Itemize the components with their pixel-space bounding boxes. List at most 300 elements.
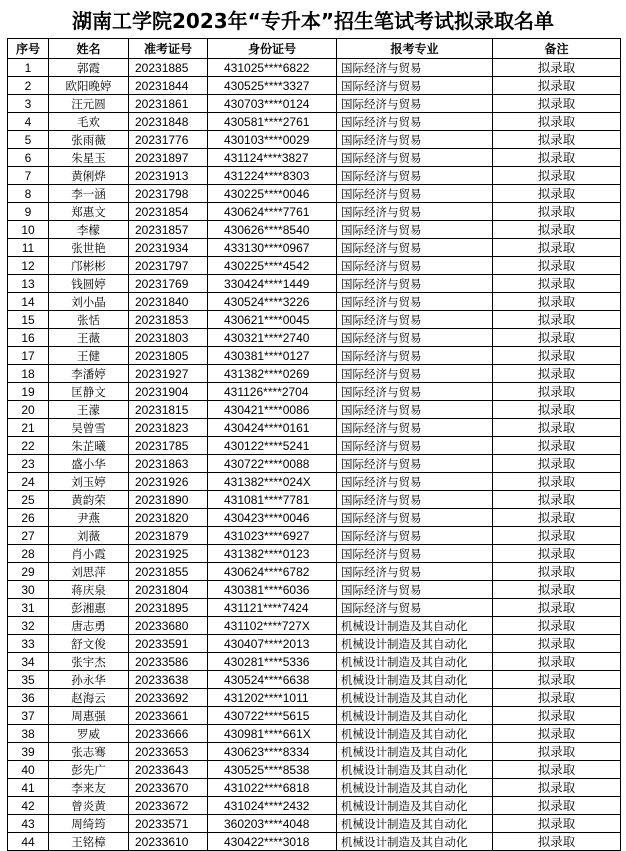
- row-index: 10: [8, 221, 49, 239]
- major: 国际经济与贸易: [337, 527, 493, 545]
- admission-note: 拟录取: [493, 275, 621, 293]
- table-row: [8, 131, 621, 149]
- exam-number: 20231804: [129, 581, 208, 599]
- exam-number: 20231805: [129, 347, 208, 365]
- admission-note: 拟录取: [493, 401, 621, 419]
- row-index: 7: [8, 167, 49, 185]
- admission-note: 拟录取: [493, 563, 621, 581]
- row-index: 26: [8, 509, 49, 527]
- major: 国际经济与贸易: [337, 491, 493, 509]
- major: 国际经济与贸易: [337, 113, 493, 131]
- major: 机械设计制造及其自动化: [337, 617, 493, 635]
- admission-note: 拟录取: [493, 653, 621, 671]
- row-index: 29: [8, 563, 49, 581]
- major: 机械设计制造及其自动化: [337, 707, 493, 725]
- exam-number: 20233692: [129, 689, 208, 707]
- major: 国际经济与贸易: [337, 383, 493, 401]
- table-row: [8, 329, 621, 347]
- table-body: [8, 59, 621, 851]
- id-number: 431382****024X: [208, 473, 337, 491]
- table-header-row: [8, 39, 621, 59]
- id-number: 430407****2013: [208, 635, 337, 653]
- row-index: 5: [8, 131, 49, 149]
- id-number: 430225****0046: [208, 185, 337, 203]
- admission-note: 拟录取: [493, 347, 621, 365]
- id-number: 430624****6782: [208, 563, 337, 581]
- major: 国际经济与贸易: [337, 95, 493, 113]
- exam-number: 20231926: [129, 473, 208, 491]
- student-name: 李檬: [49, 221, 129, 239]
- student-name: 王濛: [49, 401, 129, 419]
- student-name: 李来友: [49, 779, 129, 797]
- major: 机械设计制造及其自动化: [337, 635, 493, 653]
- exam-number: 20231848: [129, 113, 208, 131]
- major: 国际经济与贸易: [337, 239, 493, 257]
- id-number: 430281****5336: [208, 653, 337, 671]
- row-index: 3: [8, 95, 49, 113]
- admission-table: [7, 38, 621, 851]
- exam-number: 20233680: [129, 617, 208, 635]
- major: 国际经济与贸易: [337, 419, 493, 437]
- table-row: [8, 833, 621, 851]
- student-name: 欧阳晚婷: [49, 77, 129, 95]
- row-index: 9: [8, 203, 49, 221]
- major: 机械设计制造及其自动化: [337, 815, 493, 833]
- row-index: 23: [8, 455, 49, 473]
- major: 国际经济与贸易: [337, 329, 493, 347]
- admission-note: 拟录取: [493, 365, 621, 383]
- row-index: 28: [8, 545, 49, 563]
- row-index: 12: [8, 257, 49, 275]
- table-row: [8, 221, 621, 239]
- document-title: 湖南工学院2023年“专升本”招生笔试考试拟录取名单: [72, 9, 554, 33]
- major: 国际经济与贸易: [337, 365, 493, 383]
- table-row: [8, 275, 621, 293]
- table-row: [8, 599, 621, 617]
- student-name: 黄俐烨: [49, 167, 129, 185]
- row-index: 32: [8, 617, 49, 635]
- id-number: 430621****0045: [208, 311, 337, 329]
- id-number: 430422****3018: [208, 833, 337, 851]
- table-row: [8, 761, 621, 779]
- student-name: 刘玉婷: [49, 473, 129, 491]
- table-row: [8, 527, 621, 545]
- admission-note: 拟录取: [493, 95, 621, 113]
- student-name: 吴曾雪: [49, 419, 129, 437]
- student-name: 蒋庆泉: [49, 581, 129, 599]
- student-name: 刘小晶: [49, 293, 129, 311]
- exam-number: 20231879: [129, 527, 208, 545]
- header-major: 报考专业: [337, 39, 493, 59]
- table-row: [8, 779, 621, 797]
- major: 机械设计制造及其自动化: [337, 725, 493, 743]
- id-number: 430624****7761: [208, 203, 337, 221]
- exam-number: 20231776: [129, 131, 208, 149]
- student-name: 张志骞: [49, 743, 129, 761]
- student-name: 曾炎黄: [49, 797, 129, 815]
- major: 机械设计制造及其自动化: [337, 779, 493, 797]
- major: 国际经济与贸易: [337, 473, 493, 491]
- student-name: 赵海云: [49, 689, 129, 707]
- id-number: 431025****6822: [208, 59, 337, 77]
- row-index: 6: [8, 149, 49, 167]
- admission-note: 拟录取: [493, 311, 621, 329]
- id-number: 430103****0029: [208, 131, 337, 149]
- row-index: 38: [8, 725, 49, 743]
- table-row: [8, 365, 621, 383]
- table-row: [8, 95, 621, 113]
- id-number: 430524****3226: [208, 293, 337, 311]
- admission-note: 拟录取: [493, 833, 621, 851]
- row-index: 31: [8, 599, 49, 617]
- row-index: 34: [8, 653, 49, 671]
- admission-note: 拟录取: [493, 617, 621, 635]
- student-name: 李一涵: [49, 185, 129, 203]
- major: 国际经济与贸易: [337, 581, 493, 599]
- row-index: 2: [8, 77, 49, 95]
- exam-number: 20233571: [129, 815, 208, 833]
- exam-number: 20233638: [129, 671, 208, 689]
- exam-number: 20231934: [129, 239, 208, 257]
- exam-number: 20231820: [129, 509, 208, 527]
- row-index: 27: [8, 527, 49, 545]
- table-row: [8, 203, 621, 221]
- major: 国际经济与贸易: [337, 311, 493, 329]
- id-number: 430722****0088: [208, 455, 337, 473]
- id-number: 431126****2704: [208, 383, 337, 401]
- major: 国际经济与贸易: [337, 563, 493, 581]
- id-number: 430381****0127: [208, 347, 337, 365]
- exam-number: 20231797: [129, 257, 208, 275]
- id-number: 430424****0161: [208, 419, 337, 437]
- admission-note: 拟录取: [493, 509, 621, 527]
- table-row: [8, 743, 621, 761]
- id-number: 430423****0046: [208, 509, 337, 527]
- id-number: 430122****5241: [208, 437, 337, 455]
- table-row: [8, 797, 621, 815]
- student-name: 钱圆婷: [49, 275, 129, 293]
- table-row: [8, 671, 621, 689]
- student-name: 郭霞: [49, 59, 129, 77]
- admission-note: 拟录取: [493, 725, 621, 743]
- id-number: 431124****3827: [208, 149, 337, 167]
- table-row: [8, 311, 621, 329]
- exam-number: 20231844: [129, 77, 208, 95]
- admission-note: 拟录取: [493, 761, 621, 779]
- exam-number: 20231798: [129, 185, 208, 203]
- admission-note: 拟录取: [493, 293, 621, 311]
- major: 国际经济与贸易: [337, 545, 493, 563]
- admission-note: 拟录取: [493, 113, 621, 131]
- admission-note: 拟录取: [493, 203, 621, 221]
- exam-number: 20231890: [129, 491, 208, 509]
- student-name: 罗威: [49, 725, 129, 743]
- student-name: 周绮筠: [49, 815, 129, 833]
- student-name: 王健: [49, 347, 129, 365]
- table-row: [8, 509, 621, 527]
- id-number: 433130****0967: [208, 239, 337, 257]
- row-index: 43: [8, 815, 49, 833]
- student-name: 张雨薇: [49, 131, 129, 149]
- table-row: [8, 653, 621, 671]
- student-name: 周惠强: [49, 707, 129, 725]
- admission-note: 拟录取: [493, 689, 621, 707]
- exam-number: 20233653: [129, 743, 208, 761]
- table-row: [8, 545, 621, 563]
- exam-number: 20231855: [129, 563, 208, 581]
- id-number: 431382****0123: [208, 545, 337, 563]
- exam-number: 20231913: [129, 167, 208, 185]
- student-name: 彭先广: [49, 761, 129, 779]
- admission-note: 拟录取: [493, 437, 621, 455]
- table-row: [8, 455, 621, 473]
- admission-note: 拟录取: [493, 743, 621, 761]
- major: 国际经济与贸易: [337, 185, 493, 203]
- row-index: 40: [8, 761, 49, 779]
- student-name: 王薇: [49, 329, 129, 347]
- major: 机械设计制造及其自动化: [337, 743, 493, 761]
- table-row: [8, 293, 621, 311]
- row-index: 37: [8, 707, 49, 725]
- admission-note: 拟录取: [493, 257, 621, 275]
- major: 国际经济与贸易: [337, 77, 493, 95]
- row-index: 25: [8, 491, 49, 509]
- row-index: 20: [8, 401, 49, 419]
- student-name: 彭湘惠: [49, 599, 129, 617]
- admission-note: 拟录取: [493, 167, 621, 185]
- table-row: [8, 239, 621, 257]
- row-index: 39: [8, 743, 49, 761]
- row-index: 24: [8, 473, 49, 491]
- admission-note: 拟录取: [493, 779, 621, 797]
- table-row: [8, 563, 621, 581]
- admission-note: 拟录取: [493, 329, 621, 347]
- exam-number: 20233661: [129, 707, 208, 725]
- major: 国际经济与贸易: [337, 257, 493, 275]
- header-name: 姓名: [49, 39, 129, 59]
- student-name: 邝彬彬: [49, 257, 129, 275]
- id-number: 431102****727X: [208, 617, 337, 635]
- admission-note: 拟录取: [493, 815, 621, 833]
- id-number: 430722****5615: [208, 707, 337, 725]
- id-number: 430225****4542: [208, 257, 337, 275]
- exam-number: 20233670: [129, 779, 208, 797]
- major: 国际经济与贸易: [337, 149, 493, 167]
- row-index: 35: [8, 671, 49, 689]
- row-index: 42: [8, 797, 49, 815]
- row-index: 1: [8, 59, 49, 77]
- row-index: 4: [8, 113, 49, 131]
- row-index: 14: [8, 293, 49, 311]
- admission-note: 拟录取: [493, 59, 621, 77]
- admission-note: 拟录取: [493, 383, 621, 401]
- student-name: 汪元圆: [49, 95, 129, 113]
- id-number: 431224****8303: [208, 167, 337, 185]
- exam-number: 20231853: [129, 311, 208, 329]
- table-row: [8, 815, 621, 833]
- exam-number: 20231904: [129, 383, 208, 401]
- major: 国际经济与贸易: [337, 275, 493, 293]
- admission-note: 拟录取: [493, 671, 621, 689]
- table-row: [8, 401, 621, 419]
- id-number: 430703****0124: [208, 95, 337, 113]
- major: 机械设计制造及其自动化: [337, 653, 493, 671]
- table-row: [8, 347, 621, 365]
- row-index: 15: [8, 311, 49, 329]
- exam-number: 20231927: [129, 365, 208, 383]
- id-number: 431081****7781: [208, 491, 337, 509]
- exam-number: 20231803: [129, 329, 208, 347]
- admission-note: 拟录取: [493, 527, 621, 545]
- table-row: [8, 77, 621, 95]
- id-number: 431022****6818: [208, 779, 337, 797]
- id-number: 430581****2761: [208, 113, 337, 131]
- major: 机械设计制造及其自动化: [337, 797, 493, 815]
- admission-note: 拟录取: [493, 419, 621, 437]
- admission-note: 拟录取: [493, 797, 621, 815]
- major: 机械设计制造及其自动化: [337, 833, 493, 851]
- exam-number: 20231769: [129, 275, 208, 293]
- id-number: 430525****3327: [208, 77, 337, 95]
- student-name: 肖小霞: [49, 545, 129, 563]
- major: 机械设计制造及其自动化: [337, 671, 493, 689]
- id-number: 360203****4048: [208, 815, 337, 833]
- id-number: 430623****8334: [208, 743, 337, 761]
- header-index: 序号: [8, 39, 49, 59]
- table-row: [8, 581, 621, 599]
- student-name: 朱星玉: [49, 149, 129, 167]
- row-index: 16: [8, 329, 49, 347]
- admission-note: 拟录取: [493, 131, 621, 149]
- major: 机械设计制造及其自动化: [337, 761, 493, 779]
- table-row: [8, 491, 621, 509]
- major: 国际经济与贸易: [337, 401, 493, 419]
- row-index: 41: [8, 779, 49, 797]
- row-index: 30: [8, 581, 49, 599]
- row-index: 17: [8, 347, 49, 365]
- major: 国际经济与贸易: [337, 203, 493, 221]
- row-index: 44: [8, 833, 49, 851]
- exam-number: 20231925: [129, 545, 208, 563]
- major: 机械设计制造及其自动化: [337, 689, 493, 707]
- student-name: 黄韵荣: [49, 491, 129, 509]
- row-index: 21: [8, 419, 49, 437]
- student-name: 毛欢: [49, 113, 129, 131]
- table-row: [8, 419, 621, 437]
- admission-note: 拟录取: [493, 599, 621, 617]
- table-row: [8, 185, 621, 203]
- exam-number: 20231785: [129, 437, 208, 455]
- exam-number: 20233591: [129, 635, 208, 653]
- major: 国际经济与贸易: [337, 599, 493, 617]
- exam-number: 20233672: [129, 797, 208, 815]
- table-row: [8, 473, 621, 491]
- major: 国际经济与贸易: [337, 131, 493, 149]
- major: 国际经济与贸易: [337, 347, 493, 365]
- student-name: 王铭樟: [49, 833, 129, 851]
- student-name: 刘薇: [49, 527, 129, 545]
- exam-number: 20231863: [129, 455, 208, 473]
- student-name: 唐志勇: [49, 617, 129, 635]
- row-index: 22: [8, 437, 49, 455]
- student-name: 舒文俊: [49, 635, 129, 653]
- student-name: 尹燕: [49, 509, 129, 527]
- admission-note: 拟录取: [493, 221, 621, 239]
- row-index: 19: [8, 383, 49, 401]
- student-name: 匡静文: [49, 383, 129, 401]
- header-note: 备注: [493, 39, 621, 59]
- student-name: 盛小华: [49, 455, 129, 473]
- admission-note: 拟录取: [493, 707, 621, 725]
- id-number: 430525****8538: [208, 761, 337, 779]
- admission-note: 拟录取: [493, 185, 621, 203]
- admission-note: 拟录取: [493, 491, 621, 509]
- header-exam-number: 准考证号: [129, 39, 208, 59]
- major: 国际经济与贸易: [337, 509, 493, 527]
- table-row: [8, 59, 621, 77]
- exam-number: 20233610: [129, 833, 208, 851]
- id-number: 431382****0269: [208, 365, 337, 383]
- id-number: 431121****7424: [208, 599, 337, 617]
- exam-number: 20231815: [129, 401, 208, 419]
- exam-number: 20231895: [129, 599, 208, 617]
- exam-number: 20231854: [129, 203, 208, 221]
- row-index: 18: [8, 365, 49, 383]
- row-index: 33: [8, 635, 49, 653]
- major: 国际经济与贸易: [337, 59, 493, 77]
- student-name: 张宇杰: [49, 653, 129, 671]
- exam-number: 20233666: [129, 725, 208, 743]
- id-number: 430626****8540: [208, 221, 337, 239]
- id-number: 430981****661X: [208, 725, 337, 743]
- table-row: [8, 167, 621, 185]
- exam-number: 20231857: [129, 221, 208, 239]
- table-row: [8, 617, 621, 635]
- major: 国际经济与贸易: [337, 437, 493, 455]
- row-index: 8: [8, 185, 49, 203]
- exam-number: 20231823: [129, 419, 208, 437]
- major: 国际经济与贸易: [337, 293, 493, 311]
- admission-note: 拟录取: [493, 581, 621, 599]
- student-name: 孙永华: [49, 671, 129, 689]
- id-number: 431202****1011: [208, 689, 337, 707]
- table-row: [8, 707, 621, 725]
- id-number: 430421****0086: [208, 401, 337, 419]
- row-index: 36: [8, 689, 49, 707]
- table-row: [8, 383, 621, 401]
- row-index: 11: [8, 239, 49, 257]
- major: 国际经济与贸易: [337, 455, 493, 473]
- exam-number: 20231897: [129, 149, 208, 167]
- table-row: [8, 257, 621, 275]
- id-number: 431023****6927: [208, 527, 337, 545]
- major: 国际经济与贸易: [337, 167, 493, 185]
- table-row: [8, 113, 621, 131]
- table-row: [8, 437, 621, 455]
- id-number: 431024****2432: [208, 797, 337, 815]
- exam-number: 20231885: [129, 59, 208, 77]
- exam-number: 20231861: [129, 95, 208, 113]
- table-row: [8, 725, 621, 743]
- id-number: 430381****6036: [208, 581, 337, 599]
- id-number: 430321****2740: [208, 329, 337, 347]
- table-row: [8, 635, 621, 653]
- student-name: 朱芷曦: [49, 437, 129, 455]
- table-row: [8, 149, 621, 167]
- table-row: [8, 689, 621, 707]
- admission-note: 拟录取: [493, 635, 621, 653]
- admission-note: 拟录取: [493, 455, 621, 473]
